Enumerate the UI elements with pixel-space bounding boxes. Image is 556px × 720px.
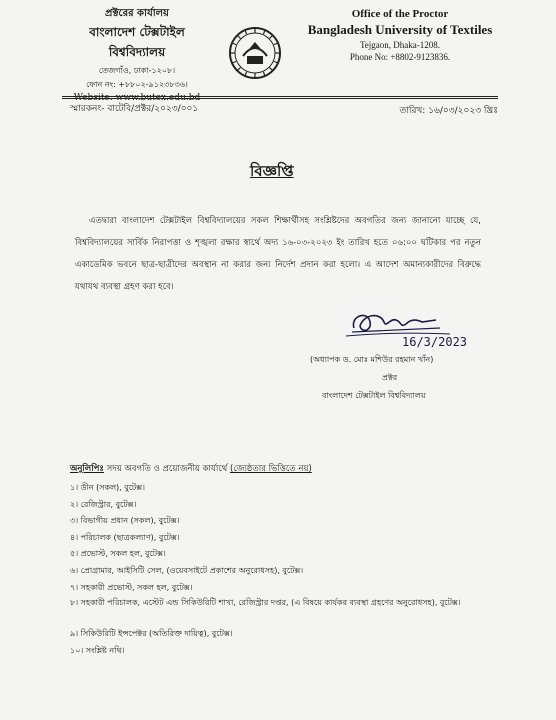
copy-heading-text: সদয় অবগতি ও প্রয়োজনীয় কার্যার্থে xyxy=(103,464,231,474)
bn-phone: ফোন নং: +৮৮০২-৯১২৩৮৩৬। xyxy=(86,80,188,89)
copy-label: অনুলিপিঃ xyxy=(70,464,104,474)
notice-title: বিজ্ঞপ্তি xyxy=(250,162,294,180)
en-office-name: Office of the Proctor xyxy=(351,8,449,20)
english-letterhead xyxy=(300,8,500,62)
website-link[interactable]: Website: www.butex.edu.bd xyxy=(73,93,201,103)
list-item: ৭। সহকারী প্রভোস্ট, সকল হল, বুটেক্স। xyxy=(70,582,193,592)
signatory-name: (অধ্যাপক ড. মোঃ মশিউর রহমান খাঁন) xyxy=(310,355,434,364)
university-logo xyxy=(228,26,282,80)
en-phone: Phone No: +8802-9123836. xyxy=(349,52,451,62)
list-item: ৩। বিভাগীয় প্রধান (সকল), বুটেক্স। xyxy=(70,516,180,526)
copy-list xyxy=(70,480,510,659)
signature-date: 16/3/2023 xyxy=(402,335,468,348)
signatory-block xyxy=(310,354,500,408)
list-item: ৯। সিকিউরিটি ইন্সপেক্টর (অতিরিক্ত দায়িত্ব), বুটেক্স। xyxy=(70,629,233,639)
list-item: ১০। সংশ্লিষ্ট নথি। xyxy=(70,645,125,655)
list-item: ৬। প্রোগ্রামার, আইসিটি সেল, (ওয়েবসাইটে প্রকাশের অনুরোধসহ), বুটেক্স। xyxy=(70,565,304,575)
bn-address: তেজগাঁও, ঢাকা-১২০৮। xyxy=(98,66,176,75)
copy-heading xyxy=(70,462,312,476)
list-item: ১। ডীন (সকল), বুটেক্স। xyxy=(70,483,146,492)
list-item: ৪। পরিচালক (ছাত্রকল্যাণ), বুটেক্স। xyxy=(70,532,180,542)
bn-office-name: প্রক্টরের কার্যালয় xyxy=(105,8,169,19)
signatory-organization: বাংলাদেশ টেক্সটাইল বিশ্ববিদ্যালয় xyxy=(322,391,426,400)
en-address: Tejgaon, Dhaka-1208. xyxy=(359,40,441,50)
memo-reference: স্মারকনং- বাটেবি/প্রক্টর/২০২৩/০০১ xyxy=(70,104,199,114)
signatory-designation: প্রক্টর xyxy=(382,373,398,382)
list-item: ৫। প্রভোস্ট, সকল হল, বুটেক্স। xyxy=(70,549,166,559)
en-university-name: Bangladesh University of Textiles xyxy=(307,22,493,37)
header-divider xyxy=(62,96,498,97)
copy-order-note: (জ্যেষ্ঠতার ভিত্তিতে নয়) xyxy=(230,464,312,474)
handwritten-signature xyxy=(340,298,500,348)
list-item: ৮। সহকারী পরিচালক, এস্টেট এন্ড সিকিউরিটি শাখা, রেজিস্ট্রার দপ্তর, (এ বিষয়ে কার্যকর ব্যবস্থা গ্রহণের অনুরোধসহ), বুটেক্স। xyxy=(70,598,461,608)
notice-body: এতদ্বারা বাংলাদেশ টেক্সটাইল বিশ্ববিদ্যালয়ের সকল শিক্ষার্থীসহ সংশ্লিষ্টদের অবগতির জন্য জানানো যাচ্ছে যে, বিশ্ববিদ্যালয়ের সার্বিক নিরাপত্তা ও শৃঙ্খলা রক্ষার স্বার্থে অদ্য ১৬-০৩-২০২৩ ইং তারিখ হতে ০৬:০০ ঘটিকার পর নতুন একাডেমিক ভবনে ছাত্র-ছাত্রীদের অবস্থান না করার জন্য নির্দেশ প্রদান করা হলো। এ আদেশ অমান্যকারীদের বিরুদ্ধে যথাযথ ব্যবস্থা গ্রহণ করা হবে। xyxy=(75,216,481,292)
list-item: ২। রেজিস্ট্রার, বুটেক্স। xyxy=(70,499,137,509)
memo-date: তারিখ: ১৬/০৩/২০২৩ খ্রিঃ xyxy=(399,106,498,116)
header-divider-secondary xyxy=(62,98,498,99)
bangla-letterhead xyxy=(62,6,212,103)
bn-university-name: বাংলাদেশ টেক্সটাইল বিশ্ববিদ্যালয় xyxy=(89,25,185,59)
